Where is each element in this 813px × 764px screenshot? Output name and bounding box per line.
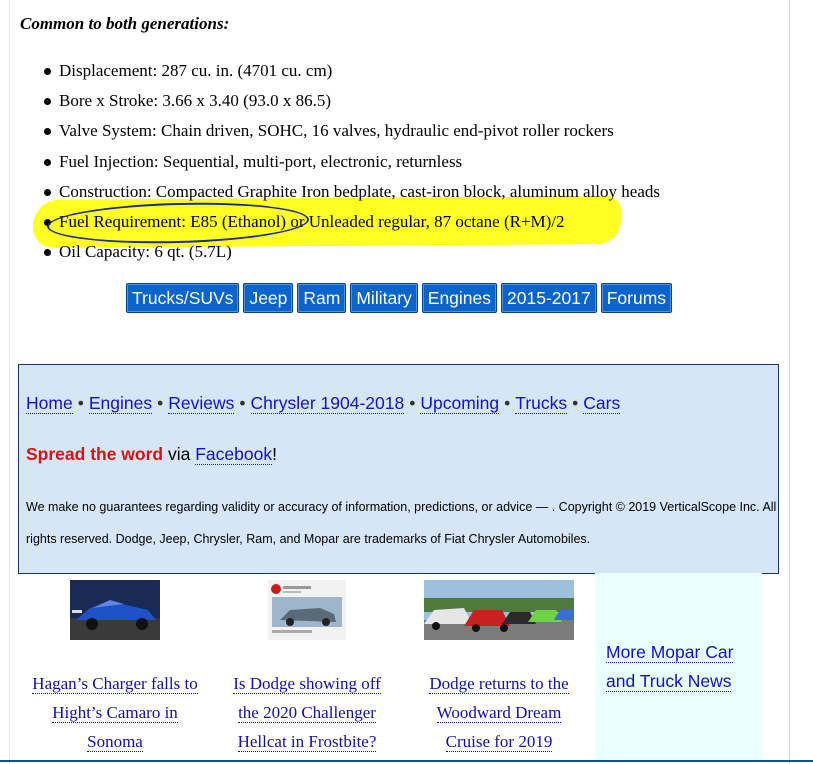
spec-item-fuel-requirement: Fuel Requirement: E85 (Ethanol) or Unleaded regular, 87 octane (R+M)/2	[20, 209, 660, 239]
nav-button-ram[interactable]: Ram	[297, 283, 346, 313]
spread-the-word-label: Spread the word	[26, 444, 164, 464]
footer-separator: •	[157, 393, 164, 413]
footer-separator: •	[572, 393, 579, 413]
section-heading: Common to both generations:	[20, 14, 230, 33]
page-left-border	[9, 0, 10, 764]
news-caption-line: the 2020 Challenger	[238, 703, 376, 722]
spec-item-bore-stroke: Bore x Stroke: 3.66 x 3.40 (93.0 x 86.5)	[20, 88, 660, 118]
footer-separator: •	[504, 393, 511, 413]
nav-button-2015-2017[interactable]: 2015-2017	[501, 283, 597, 313]
nav-button-bar	[126, 283, 672, 313]
spec-item-valve-system: Valve System: Chain driven, SOHC, 16 valves, hydraulic end-pivot roller rockers	[20, 118, 660, 148]
news-caption-line: Woodward Dream	[436, 703, 562, 722]
nav-button-jeep[interactable]: Jeep	[243, 283, 293, 313]
footer-link-home[interactable]: Home	[26, 393, 73, 413]
news-thumbnail-hagan-charger[interactable]	[70, 580, 160, 640]
nav-button-forums[interactable]: Forums	[601, 283, 672, 313]
footer-box	[18, 364, 779, 574]
footer-links	[26, 393, 620, 414]
news-caption-line: Hagan’s Charger falls to	[32, 674, 198, 693]
news-thumbnail-challenger-frostbite[interactable]	[268, 580, 346, 640]
news-link-hagan-charger[interactable]	[18, 669, 212, 756]
footer-link-trucks[interactable]: Trucks	[515, 393, 568, 413]
footer-separator: •	[409, 393, 416, 413]
more-news-panel	[595, 573, 762, 761]
footer-link-upcoming[interactable]: Upcoming	[420, 393, 500, 413]
more-mopar-news-link[interactable]	[606, 638, 733, 696]
news-link-challenger-frostbite[interactable]	[210, 669, 404, 756]
footer-separator: •	[239, 393, 246, 413]
spec-item-construction: Construction: Compacted Graphite Iron bedplate, cast-iron block, aluminum alloy heads	[20, 179, 660, 209]
disclaimer-text: We make no guarantees regarding validity or accuracy of information, predictions, or advice — . Copyright © 2019 VerticalScope Inc. All rights reserved. Dodge, Jeep, Chrysler, Ram, and Mopar are trademarks of Fiat Chrysler Automobiles.	[26, 500, 777, 546]
spec-item-oil-capacity: Oil Capacity: 6 qt. (5.7L)	[20, 239, 660, 269]
news-caption-line: Dodge returns to the	[429, 674, 569, 693]
more-news-line: More Mopar Car	[606, 642, 734, 662]
news-thumbnail-woodward-cruise[interactable]	[424, 580, 574, 640]
spread-the-word	[26, 444, 277, 465]
more-news-line: and Truck News	[606, 671, 732, 691]
footer-link-engines[interactable]: Engines	[88, 393, 153, 413]
footer-link-chrysler-history[interactable]: Chrysler 1904-2018	[250, 393, 405, 413]
spread-via-text: via	[163, 444, 196, 464]
spec-item-fuel-injection: Fuel Injection: Sequential, multi-port, electronic, returnless	[20, 149, 660, 179]
spread-end-text: !	[272, 444, 277, 464]
spec-item-displacement: Displacement: 287 cu. in. (4701 cu. cm)	[20, 58, 660, 88]
related-news-area	[18, 573, 744, 761]
facebook-link[interactable]: Facebook	[195, 444, 273, 464]
footer-separator: •	[77, 393, 84, 413]
page-right-border	[789, 0, 790, 764]
news-link-woodward-cruise[interactable]	[402, 669, 596, 756]
news-caption-line: Is Dodge showing off	[233, 674, 381, 693]
footer-link-cars[interactable]: Cars	[583, 393, 621, 413]
footer-link-reviews[interactable]: Reviews	[168, 393, 235, 413]
news-caption-line: Sonoma	[87, 732, 143, 751]
news-caption-line: Hellcat in Frostbite?	[237, 732, 377, 751]
nav-button-engines[interactable]: Engines	[422, 283, 497, 313]
news-caption-line: Hight’s Camaro in	[52, 703, 178, 722]
nav-button-trucks-suvs[interactable]: Trucks/SUVs	[126, 283, 239, 313]
news-caption-line: Cruise for 2019	[445, 732, 553, 751]
nav-button-military[interactable]: Military	[350, 283, 417, 313]
bottom-divider	[0, 760, 813, 762]
